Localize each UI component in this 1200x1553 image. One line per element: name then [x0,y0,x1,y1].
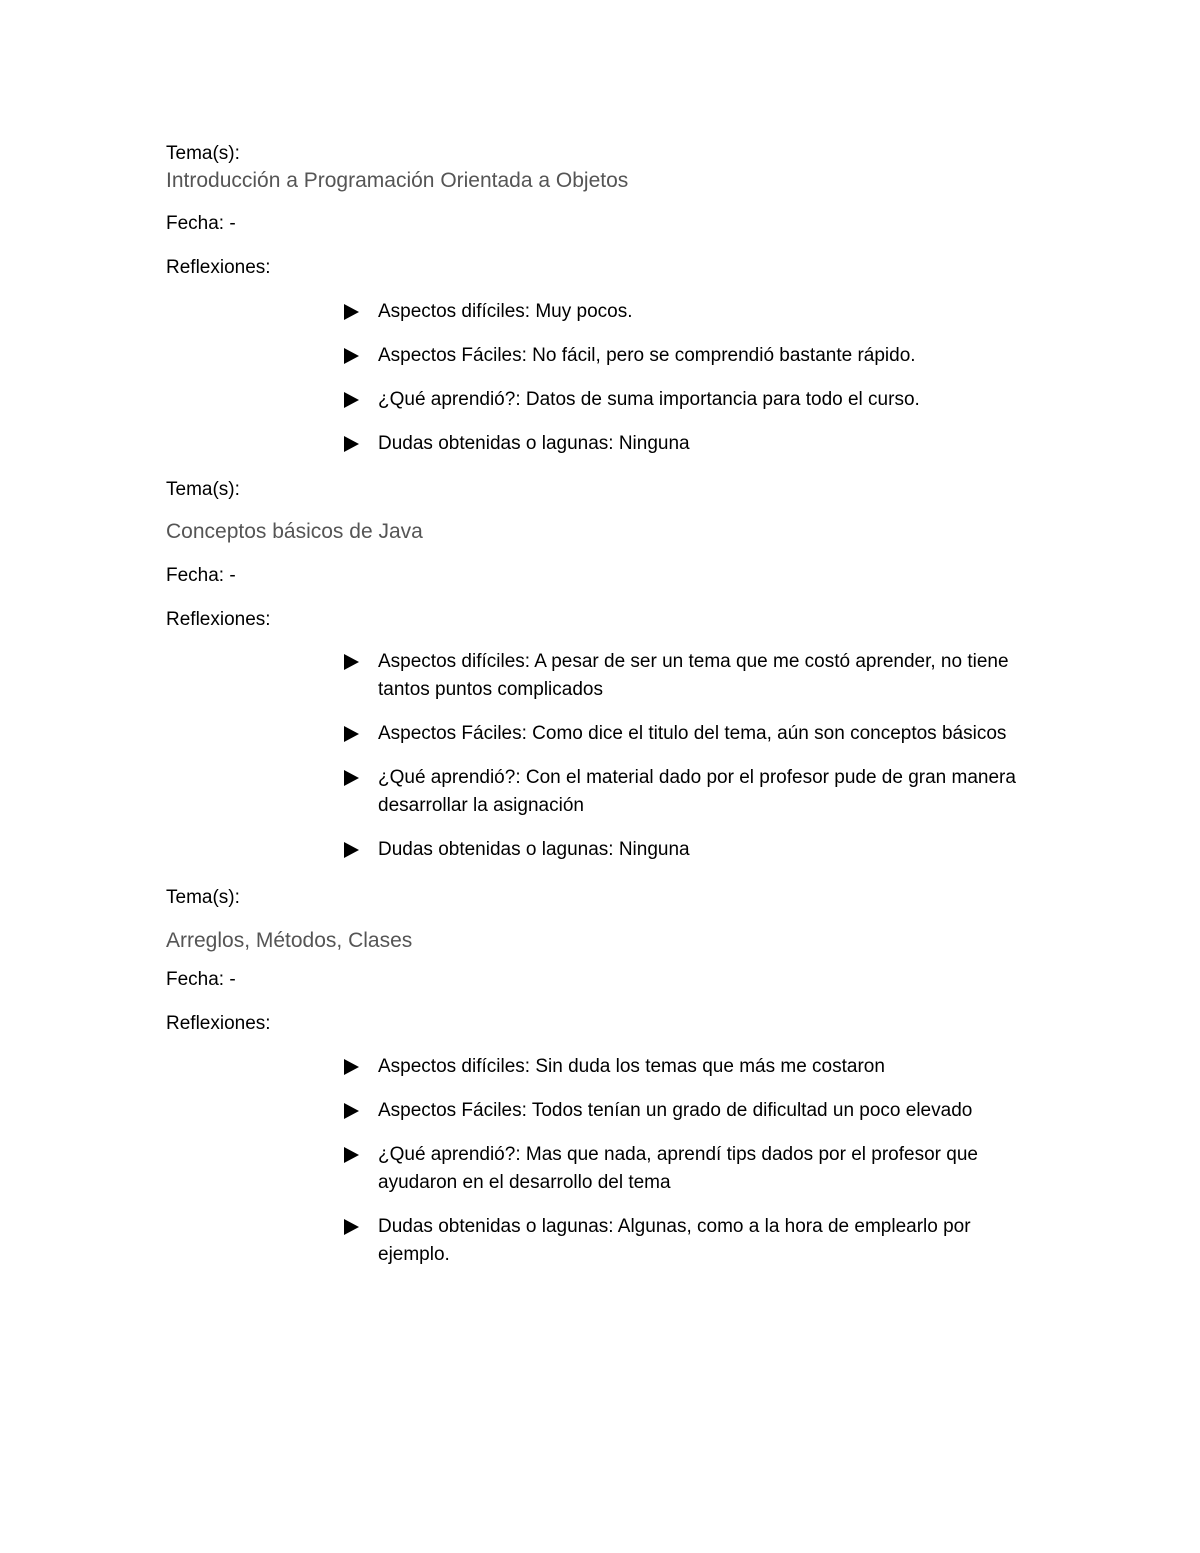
list-item [342,1141,1042,1197]
list-item [342,764,1042,820]
reflexiones-label: Reflexiones: [166,609,271,630]
list-item-text: Aspectos difíciles: Muy pocos. [378,301,633,322]
list-item-text: Dudas obtenidas o lagunas: Ninguna [378,433,690,454]
list-item-text: Dudas obtenidas o lagunas: Ninguna [378,839,690,860]
triangle-bullet-icon [344,770,359,786]
reflection-list [342,298,1042,458]
list-item-text: ¿Qué aprendió?: Con el material dado por el profesor pude de gran manera desarrollar la asignación [378,767,1016,816]
topic-title: Introducción a Programación Orientada a Objetos [166,169,629,192]
fecha-label: Fecha: - [166,969,236,990]
list-item-text: ¿Qué aprendió?: Datos de suma importancia para todo el curso. [378,389,920,410]
tema-label: Tema(s): [166,887,240,908]
triangle-bullet-icon [344,348,359,364]
reflection-list [342,1053,1042,1269]
list-item [342,836,1042,864]
list-item [342,298,1042,326]
list-item [342,648,1042,704]
list-item-text: Aspectos Fáciles: No fácil, pero se comprendió bastante rápido. [378,345,916,366]
topic-title: Conceptos básicos de Java [166,520,423,543]
triangle-bullet-icon [344,1219,359,1235]
triangle-bullet-icon [344,654,359,670]
reflexiones-label: Reflexiones: [166,257,271,278]
list-item [342,342,1042,370]
fecha-label: Fecha: - [166,213,236,234]
triangle-bullet-icon [344,304,359,320]
reflexiones-label: Reflexiones: [166,1013,271,1034]
triangle-bullet-icon [344,1103,359,1119]
list-item-text: Aspectos difíciles: A pesar de ser un tema que me costó aprender, no tiene tantos puntos complicados [378,651,1009,700]
triangle-bullet-icon [344,1147,359,1163]
list-item [342,720,1042,748]
list-item [342,386,1042,414]
triangle-bullet-icon [344,436,359,452]
triangle-bullet-icon [344,842,359,858]
list-item [342,1213,1042,1269]
list-item-text: Aspectos Fáciles: Todos tenían un grado de dificultad un poco elevado [378,1100,973,1121]
fecha-label: Fecha: - [166,565,236,586]
list-item-text: Aspectos difíciles: Sin duda los temas que más me costaron [378,1056,885,1077]
triangle-bullet-icon [344,726,359,742]
tema-label: Tema(s): [166,479,240,500]
list-item-text: Aspectos Fáciles: Como dice el titulo del tema, aún son conceptos básicos [378,723,1007,744]
triangle-bullet-icon [344,392,359,408]
topic-title: Arreglos, Métodos, Clases [166,929,413,952]
list-item [342,1097,1042,1125]
list-item-text: Dudas obtenidas o lagunas: Algunas, como a la hora de emplearlo por ejemplo. [378,1216,971,1265]
list-item [342,430,1042,458]
list-item-text: ¿Qué aprendió?: Mas que nada, aprendí tips dados por el profesor que ayudaron en el desarrollo del tema [378,1144,978,1193]
triangle-bullet-icon [344,1059,359,1075]
reflection-list [342,648,1042,864]
tema-label: Tema(s): [166,143,240,164]
list-item [342,1053,1042,1081]
